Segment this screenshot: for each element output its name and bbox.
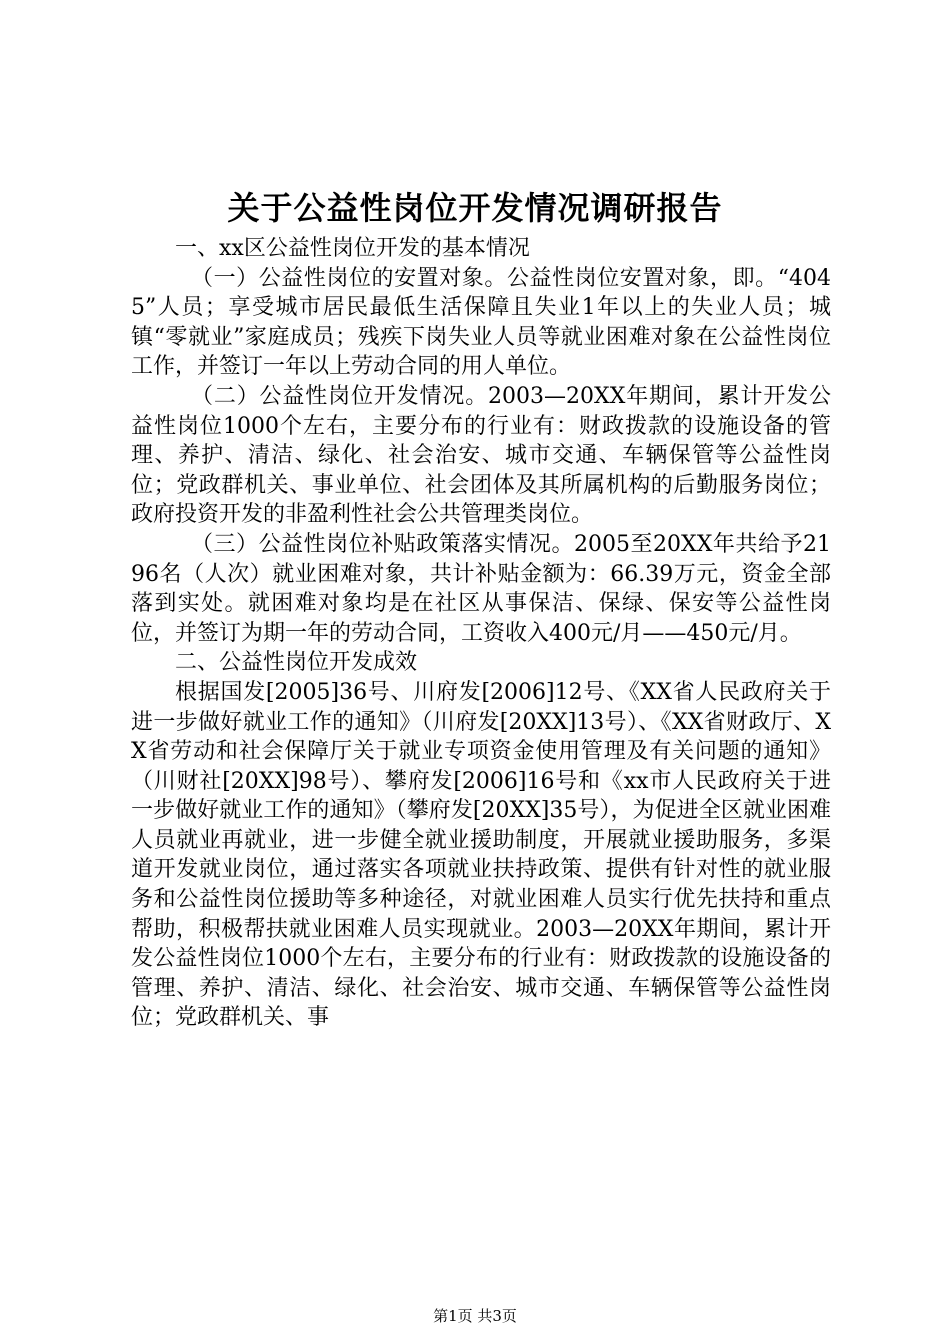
paragraph-1: （一）公益性岗位的安置对象。公益性岗位安置对象，即。“4045”人员；享受城市居民最低生活保障且失业1年以上的失业人员；城镇“零就业”家庭成员；残疾下岗失业人员等就业困难对象在公益性岗位工作，并签订一年以上劳动合同的用人单位。: [131, 265, 831, 380]
page-footer: 第1页 共3页: [433, 1307, 517, 1325]
section-heading-1: 一、xx区公益性岗位开发的基本情况: [175, 236, 530, 261]
paragraph-3: （三）公益性岗位补贴政策落实情况。2005至20XX年共给予2196名（人次）就业困难对象，共计补贴金额为：66.39万元，资金全部落到实处。就困难对象均是在社区从事保洁、保绿、保安等公益性岗位，并签订为期一年的劳动合同，工资收入400元/月——450元/月。: [131, 531, 831, 646]
section-heading-2: 二、公益性岗位开发成效: [175, 650, 418, 676]
document-body: [131, 234, 831, 1033]
paragraph-2: （二）公益性岗位开发情况。2003—20XX年期间，累计开发公益性岗位1000个左右，主要分布的行业有：财政拨款的设施设备的管理、养护、清洁、绿化、社会治安、城市交通、车辆保管等公益性岗位；党政群机关、事业单位、社会团体及其所属机构的后勤服务岗位；政府投资开发的非盈利性社会公共管理类岗位。: [131, 383, 831, 528]
paragraph-4: 根据国发[2005]36号、川府发[2006]12号、《XX省人民政府关于进一步做好就业工作的通知》（川府发[20XX]13号）、《XX省财政厅、XX省劳动和社会保障厅关于就业专项资金使用管理及有关问题的通知》（川财社[20XX]98号）、攀府发[2006]16号和《xx市人民政府关于进一步做好就业工作的通知》（攀府发[20XX]35号），为促进全区就业困难人员就业再就业，进一步健全就业援助制度，开展就业援助服务，多渠道开发就业岗位，通过落实各项就业扶持政策、提供有针对性的就业服务和公益性岗位援助等多种途径，对就业困难人员实行优先扶持和重点帮助，积极帮扶就业困难人员实现就业。2003—20XX年期间，累计开发公益性岗位1000个左右，主要分布的行业有：财政拨款的设施设备的管理、养护、清洁、绿化、社会治安、城市交通、车辆保管等公益性岗位；党政群机关、事: [131, 679, 831, 1031]
document-title: 关于公益性岗位开发情况调研报告: [227, 189, 723, 227]
